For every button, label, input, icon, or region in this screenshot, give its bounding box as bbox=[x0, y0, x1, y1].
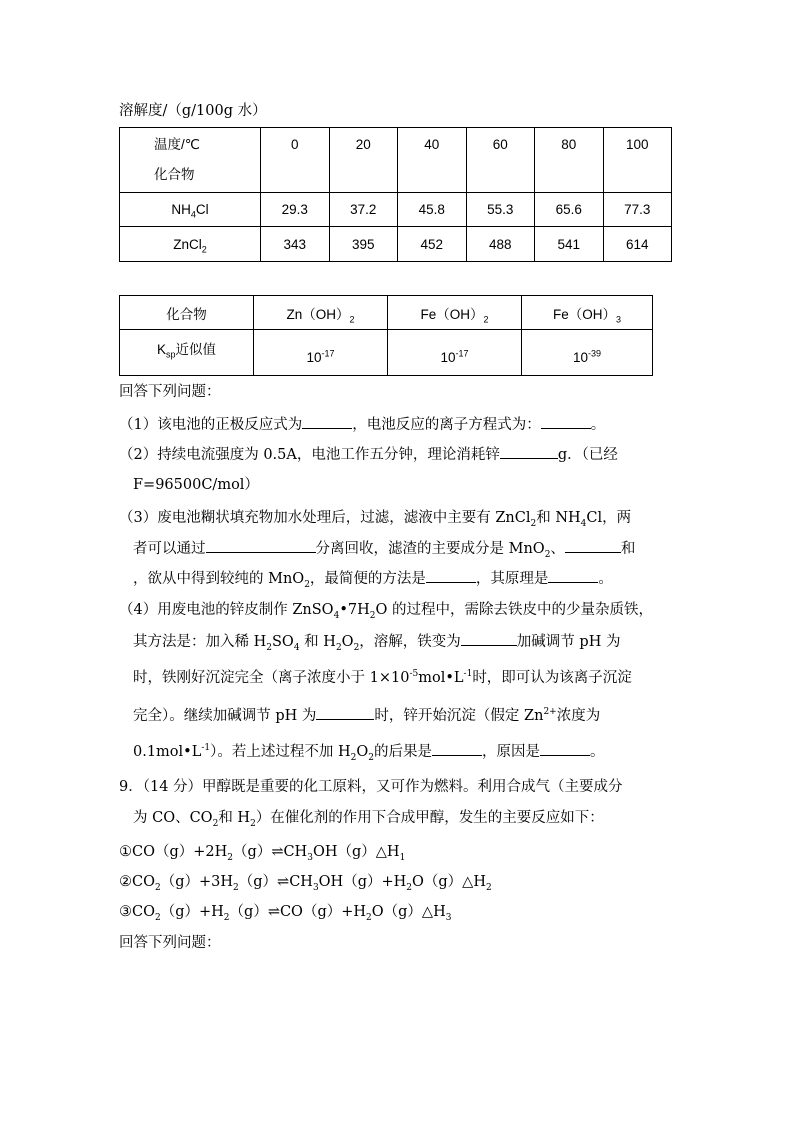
question-3: （3）废电池糊状填充物加水处理后，过滤，滤液中主要有 ZnCl$_2$和 $NH_4Cl$，两 bbox=[119, 510, 632, 529]
ksp-compound-zn-oh-2: $Zn(OH)_2$ bbox=[254, 296, 388, 330]
table-cell: 488 bbox=[466, 227, 535, 262]
table-row bbox=[120, 330, 653, 376]
table-cell: 29.3 bbox=[261, 193, 330, 227]
answer-blank[interactable] bbox=[206, 538, 316, 553]
answer-blank[interactable] bbox=[302, 414, 352, 429]
answer-blank[interactable] bbox=[548, 568, 598, 583]
table-header-corner bbox=[120, 128, 261, 193]
table-cell: 55.3 bbox=[466, 193, 535, 227]
answer-prompt-2: 回答下列问题： bbox=[119, 935, 221, 951]
reaction-1: $①CO(g)+2H_2(g)\rightleftharpoons CH_3OH(g)\triangle H_1$ bbox=[119, 844, 406, 863]
table-cell: 541 bbox=[535, 227, 604, 262]
table-cell: 343 bbox=[261, 227, 330, 262]
ksp-value-fe-oh-3: $10^{-39}$ bbox=[522, 330, 653, 376]
answer-blank[interactable] bbox=[541, 414, 591, 429]
question-4: （4）用废电池的锌皮制作 $ZnSO_4•7H_2O$ 的过程中，需除去铁皮中的少量杂质铁， bbox=[119, 602, 653, 621]
compound-zncl2: ZnCl$_2$ bbox=[120, 227, 261, 262]
question-2-line2: F=96500C/mol） bbox=[133, 477, 259, 493]
temp-header-40: 40 bbox=[398, 128, 467, 193]
answer-blank[interactable] bbox=[540, 741, 590, 756]
answer-blank[interactable] bbox=[461, 631, 517, 646]
question-1: （1）该电池的正极反应式为 ，电池反应的离子方程式为： 。 bbox=[119, 414, 605, 435]
table-cell: 395 bbox=[329, 227, 398, 262]
table-row bbox=[120, 227, 672, 262]
table-cell: 65.6 bbox=[535, 193, 604, 227]
answer-blank[interactable] bbox=[426, 568, 476, 583]
table-cell: 452 bbox=[398, 227, 467, 262]
answer-prompt: 回答下列问题： bbox=[119, 384, 221, 400]
temp-header-60: 60 bbox=[466, 128, 535, 193]
compound-nh4cl: $NH_4Cl$ bbox=[120, 193, 261, 227]
temp-header-0: 0 bbox=[261, 128, 330, 193]
temp-header-80: 80 bbox=[535, 128, 604, 193]
answer-blank[interactable] bbox=[316, 705, 374, 720]
question-4-line3: 时，铁刚好沉淀完全（离子浓度小于 $1\times 10^{-5}mol•L^{-1}$时，即可认为该离子沉淀 bbox=[133, 669, 632, 686]
reaction-2: $②CO_2(g)+3H_2(g)\rightleftharpoons CH_3OH(g)+H_2O(g)\triangle H_2$ bbox=[119, 874, 492, 893]
ksp-value-zn-oh-2: $10^{-17}$ bbox=[254, 330, 388, 376]
question-4-line4: 完全）。继续加碱调节 pH 为 时，锌开始沉淀（假定 $Zn^{2+}$浓度为 bbox=[133, 705, 600, 726]
table-cell: 614 bbox=[603, 227, 672, 262]
ksp-label: $K_{sp}$近似值 bbox=[120, 330, 254, 376]
ksp-compound-fe-oh-3: $Fe(OH)_3$ bbox=[522, 296, 653, 330]
ksp-table-compound-header: 化合物 bbox=[120, 296, 254, 330]
question-3-line2: 者可以通过 分离回收，滤渣的主要成分是 MnO$_2$、 和 bbox=[133, 538, 635, 559]
header-temperature-label: 温度/℃ bbox=[154, 137, 200, 152]
question-4-line2: 其方法是：加入稀 $H_2SO_4$ 和 $H_2O_2$，溶解，铁变为 加碱调节 pH 为 bbox=[133, 631, 620, 652]
ksp-value-fe-oh-2: $10^{-17}$ bbox=[388, 330, 522, 376]
question-4-line5: $0.1mol•L^{-1}$）。若上述过程不加 $H_2O_2$的后果是 ，原因是 。 bbox=[133, 741, 605, 762]
answer-blank[interactable] bbox=[500, 444, 558, 459]
answer-blank[interactable] bbox=[565, 538, 621, 553]
ksp-compound-fe-oh-2: $Fe(OH)_2$ bbox=[388, 296, 522, 330]
solubility-caption: 溶解度/（g/100g 水） bbox=[119, 103, 267, 119]
table-row bbox=[120, 193, 672, 227]
solubility-table bbox=[119, 127, 672, 262]
temp-header-20: 20 bbox=[329, 128, 398, 193]
question-9-line2: 为 CO、$CO_2$和 $H_2$）在催化剂的作用下合成甲醇，发生的主要反应如下： bbox=[133, 810, 604, 829]
answer-blank[interactable] bbox=[432, 741, 482, 756]
reaction-3: $③CO_2(g)+H_2(g)\rightleftharpoons CO(g)+H_2O(g)\triangle H_3$ bbox=[119, 904, 452, 923]
table-cell: 77.3 bbox=[603, 193, 672, 227]
question-2: （2）持续电流强度为 0.5A，电池工作五分钟，理论消耗锌 g．（已经 bbox=[119, 444, 618, 465]
temp-header-100: 100 bbox=[603, 128, 672, 193]
header-compound-label: 化合物 bbox=[154, 167, 195, 182]
ksp-table bbox=[119, 295, 653, 376]
question-3-line3: ，欲从中得到较纯的 MnO$_2$，最简便的方法是 ，其原理是 。 bbox=[133, 568, 613, 589]
question-9: 9．（14 分）甲醇既是重要的化工原料，又可作为燃料。利用合成气（主要成分 bbox=[119, 779, 623, 795]
table-cell: 37.2 bbox=[329, 193, 398, 227]
table-cell: 45.8 bbox=[398, 193, 467, 227]
